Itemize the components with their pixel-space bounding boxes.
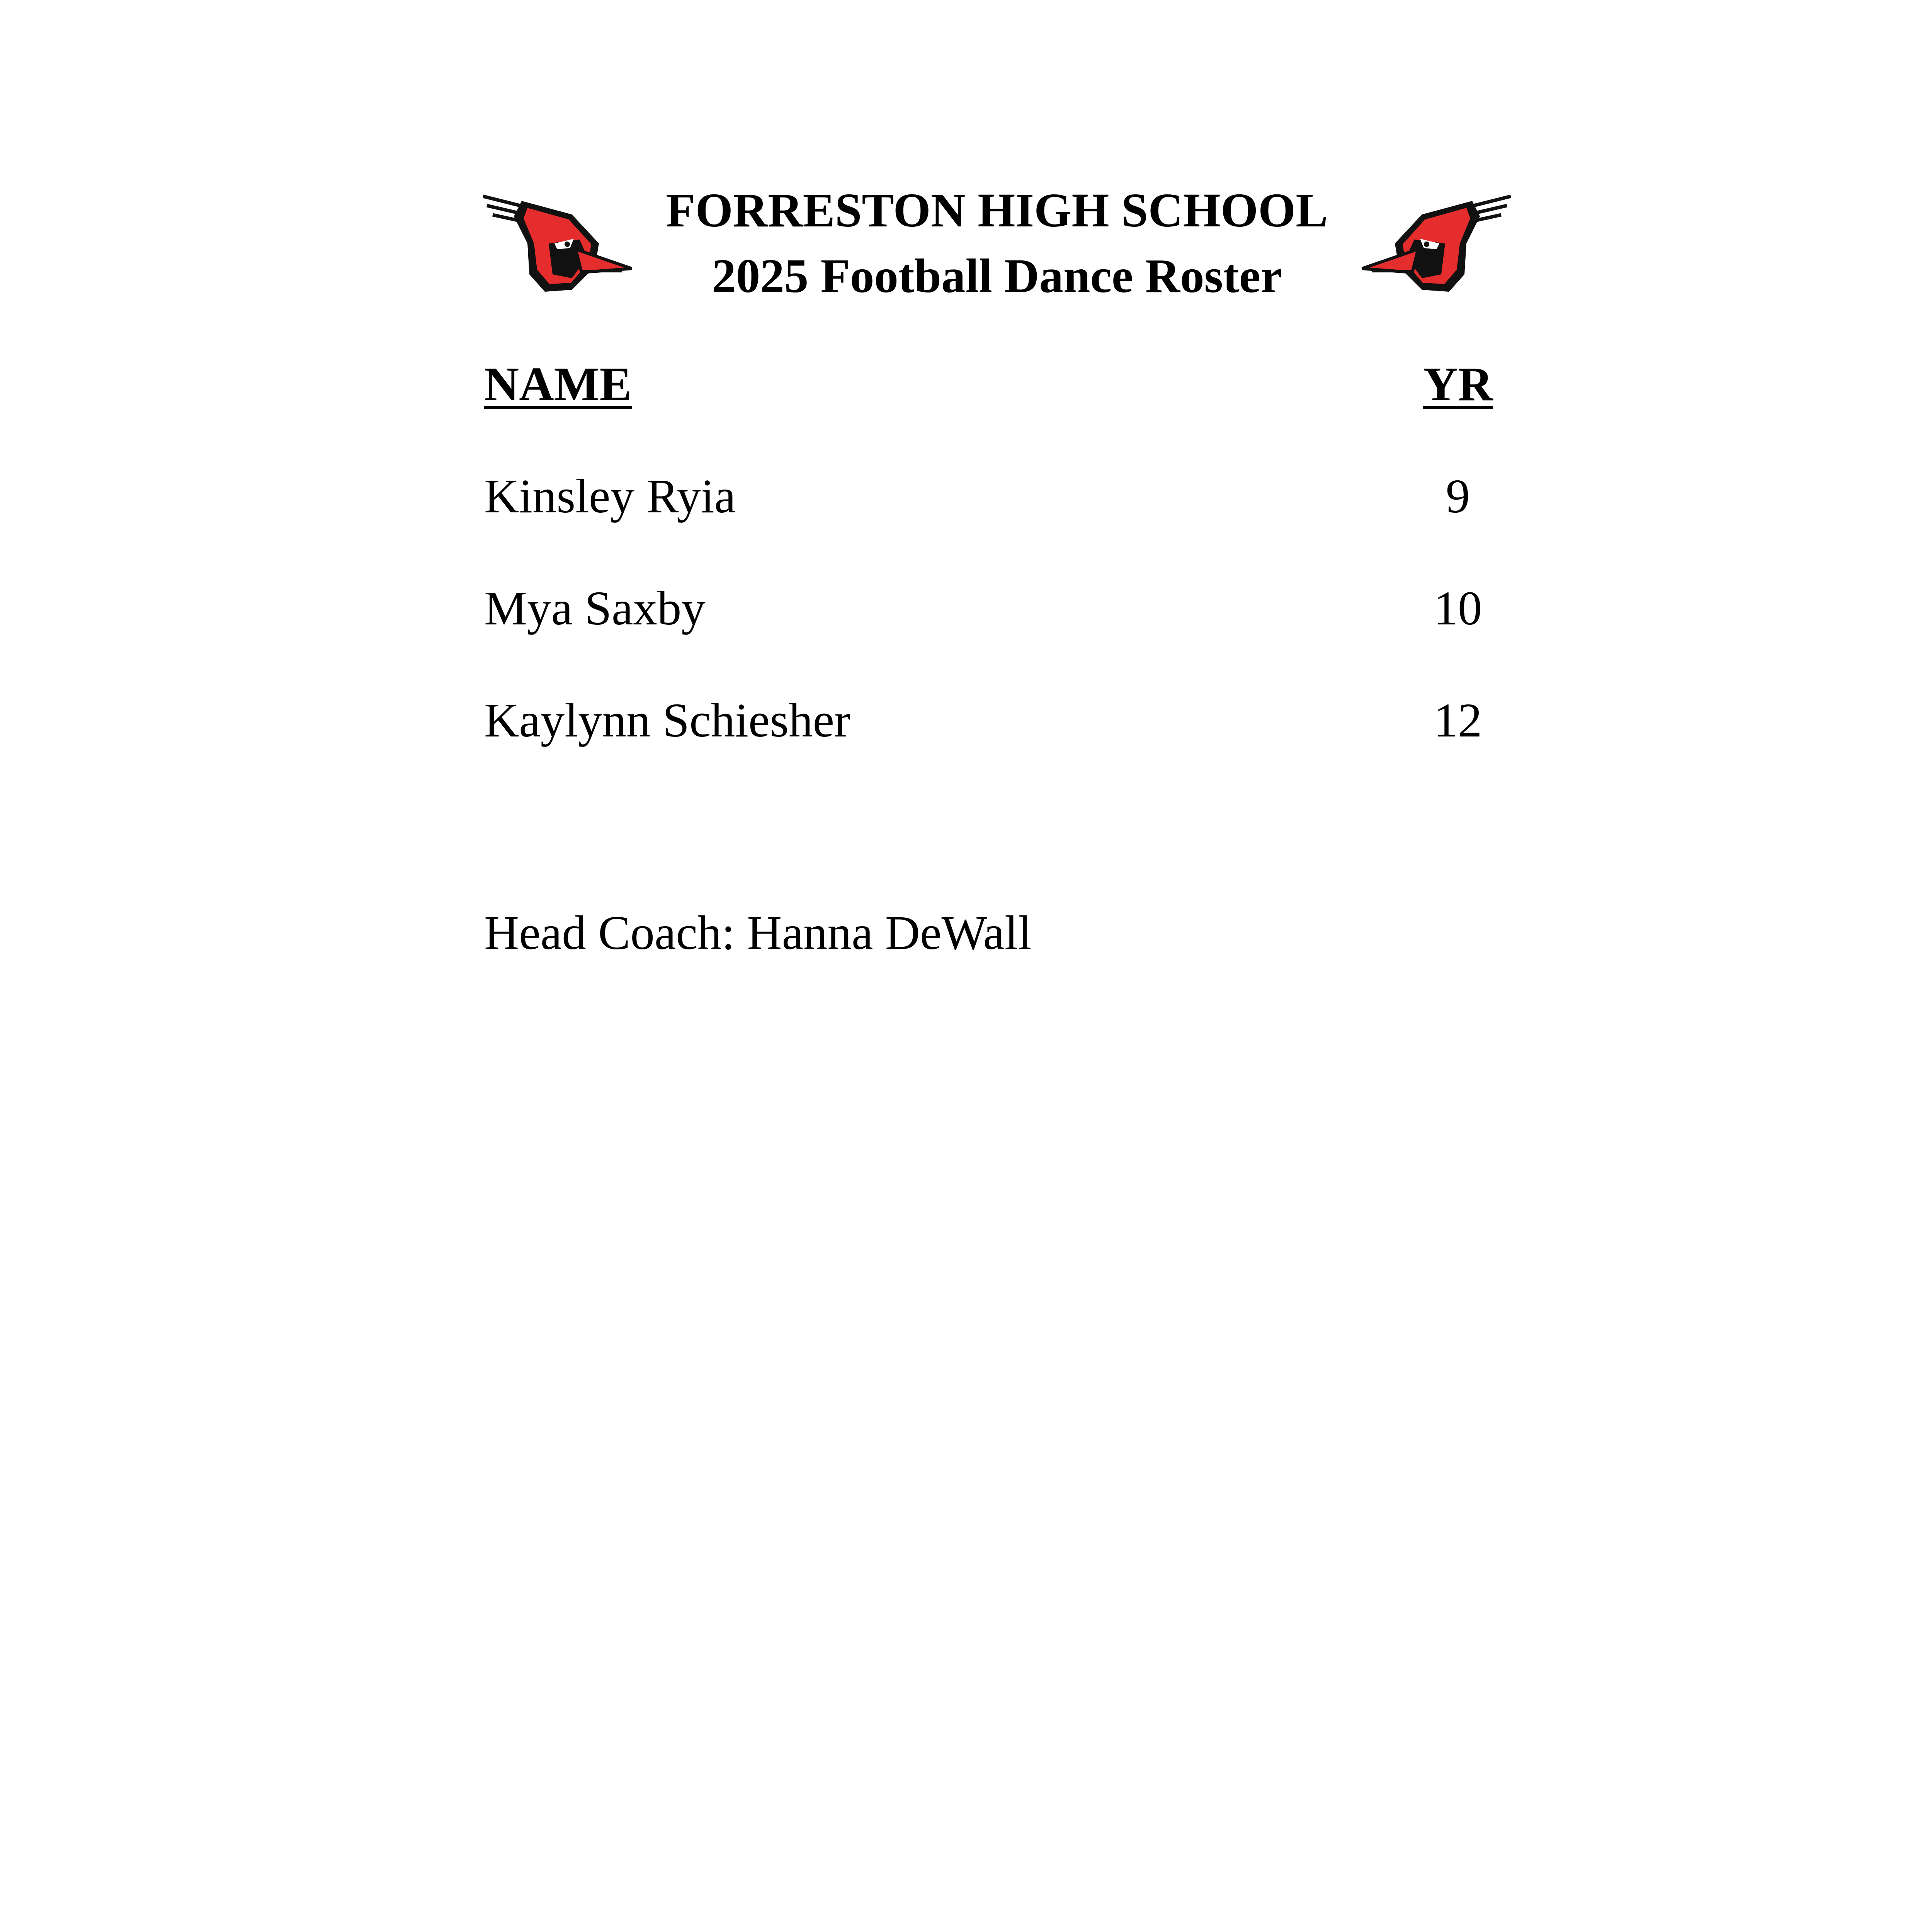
cardinal-head-icon [1356, 185, 1511, 301]
head-coach: Head Coach: Hanna DeWall [484, 906, 1032, 960]
athlete-name: Kinsley Ryia [484, 470, 736, 523]
athlete-year: 12 [1434, 694, 1482, 747]
athlete-year: 10 [1434, 582, 1482, 635]
roster-title: 2025 Football Dance Roster [712, 250, 1282, 303]
roster-row [484, 692, 1493, 750]
roster-header [483, 162, 1511, 309]
roster-row [484, 580, 1493, 638]
athlete-name: Mya Saxby [484, 582, 706, 635]
athlete-name: Kaylynn Schiesher [484, 694, 850, 747]
athlete-year: 9 [1446, 470, 1470, 523]
school-name: FORRESTON HIGH SCHOOL [666, 184, 1328, 237]
column-header-yr: YR [1423, 358, 1493, 411]
column-header-name: NAME [484, 358, 632, 411]
roster-row [484, 468, 1493, 526]
cardinal-head-icon [483, 185, 638, 301]
title-block [638, 178, 1356, 309]
